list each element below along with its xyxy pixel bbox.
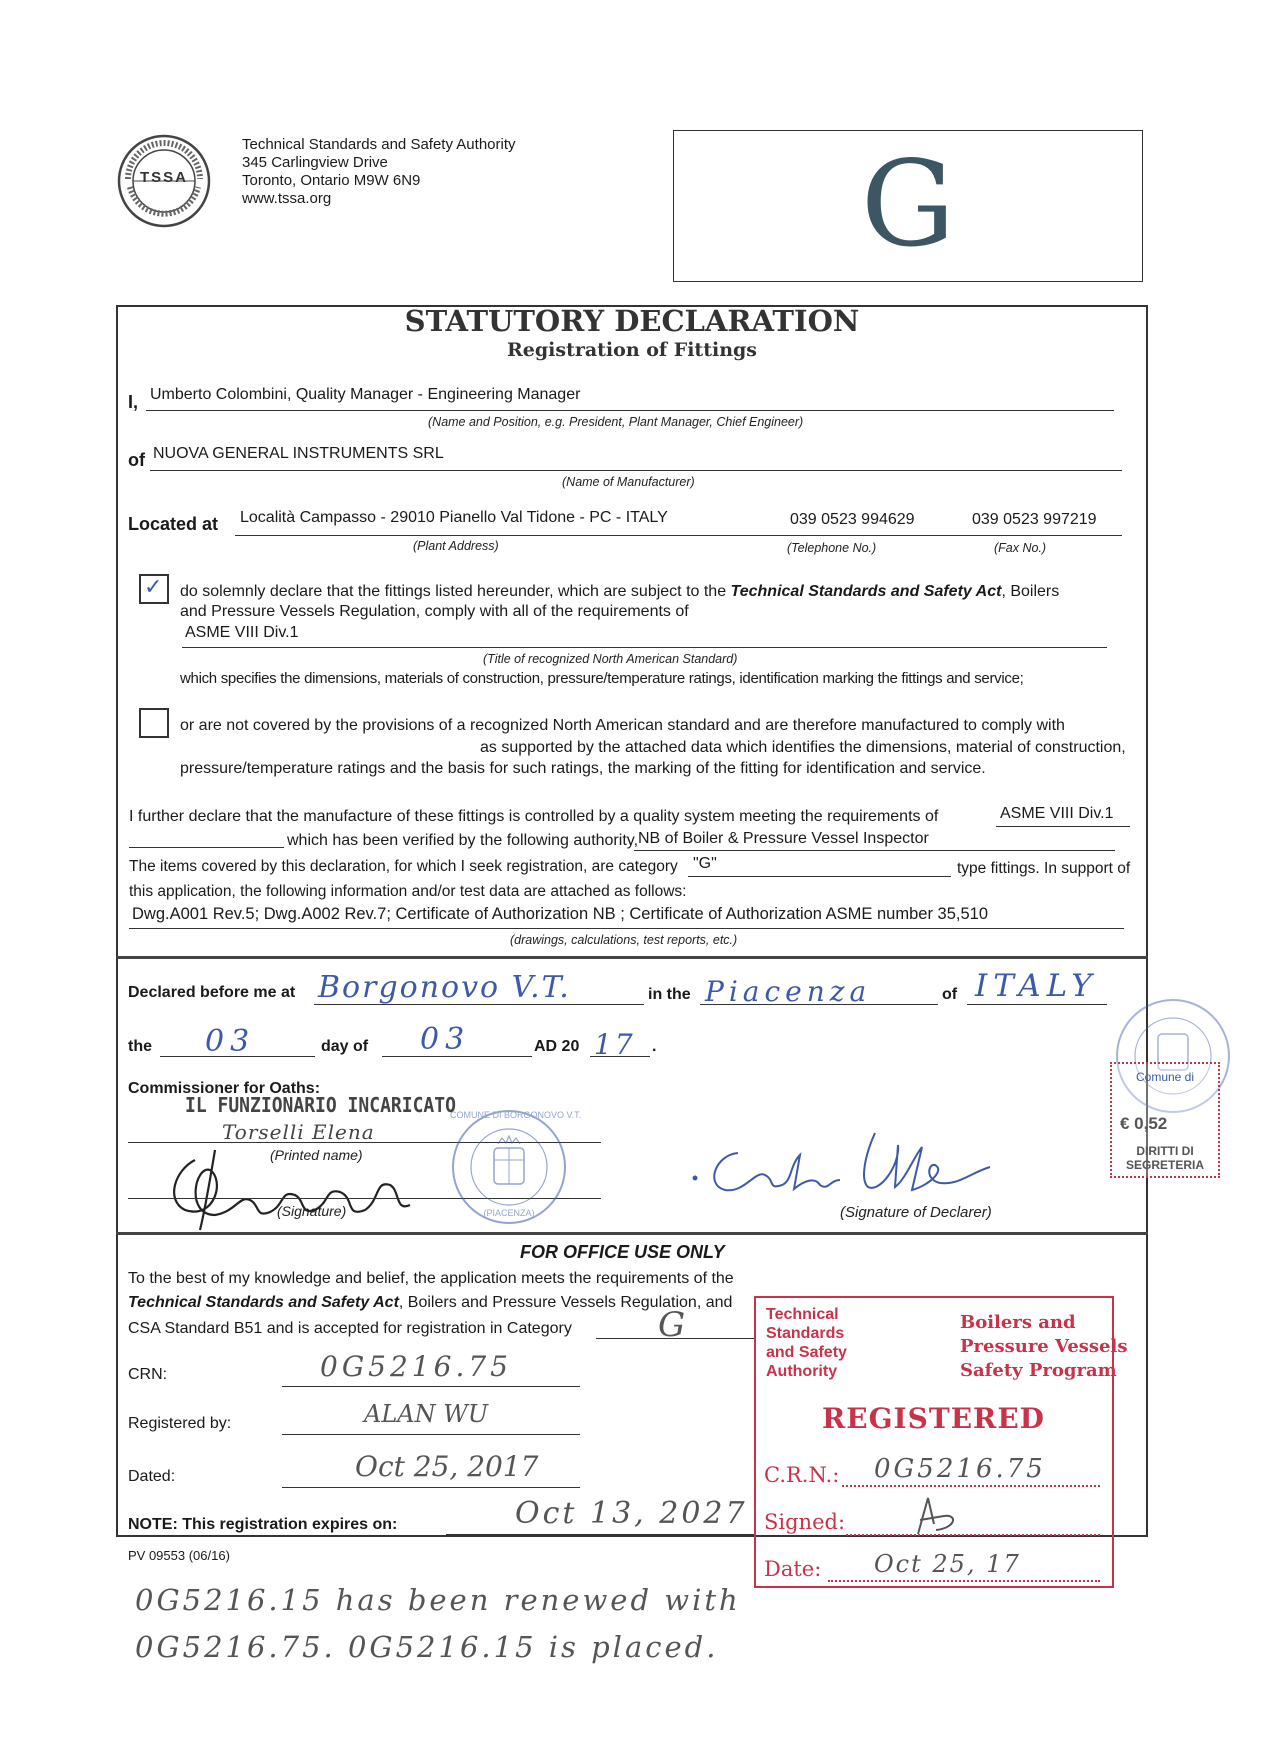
authority-underline (634, 850, 1115, 851)
stamp-program-line3: Safety Program (960, 1360, 1117, 1381)
form-title: STATUTORY DECLARATION (404, 304, 860, 338)
attachments-caption: (drawings, calculations, test reports, etc.) (510, 933, 738, 947)
fax-caption: (Fax No.) (994, 541, 1047, 555)
stamp-crn-dots (842, 1485, 1100, 1487)
stamp-org-line1: Technical (766, 1306, 839, 1323)
option1-line-1 (180, 583, 1059, 601)
quality-standard-underline (996, 826, 1130, 827)
standard-caption: (Title of recognized North American Standard) (483, 652, 738, 666)
org-website: www.tssa.org (242, 190, 332, 207)
year-underline (590, 1056, 650, 1057)
fee-stamp-line2: DIRITTI DI (1136, 1144, 1194, 1158)
tssa-logo-text: TSSA (140, 169, 189, 186)
i-label: I, (128, 392, 139, 412)
day-field: 03 (205, 1024, 256, 1059)
items-text-a: The items covered by this declaration, for which I seek registration, are category (129, 858, 678, 875)
stamp-date-field: Oct 25, 17 (874, 1550, 1021, 1578)
option2-checkbox[interactable] (139, 708, 169, 738)
office-act: Technical Standards and Safety Act (128, 1294, 399, 1311)
tssa-logo (116, 133, 212, 229)
address-underline (235, 535, 1122, 536)
commissioner-signature (155, 1140, 445, 1235)
stamp-program-line1: Boilers and (960, 1312, 1076, 1333)
of-country-label: of (942, 986, 958, 1003)
the-label: the (128, 1038, 152, 1055)
items-text-c: this application, the following information and/or test data are attached as follows: (129, 883, 687, 900)
stamp-signed-label: Signed: (764, 1510, 846, 1534)
comune-seal (450, 1108, 582, 1226)
day-of-label: day of (321, 1038, 369, 1055)
stamp-crn-field: 0G5216.75 (874, 1454, 1046, 1484)
manufacturer-caption: (Name of Manufacturer) (562, 475, 695, 489)
manufacturer-field: NUOVA GENERAL INSTRUMENTS SRL (153, 445, 444, 462)
ad-label: AD 20 (534, 1038, 580, 1055)
form-number: PV 09553 (06/16) (128, 1548, 230, 1563)
manufacturer-underline (150, 470, 1122, 471)
crn-underline (282, 1386, 580, 1387)
country-underline (967, 1004, 1107, 1005)
fee-stamp-line1: Comune di (1135, 1070, 1195, 1084)
registered-field: ALAN WU (364, 1400, 489, 1428)
office-text-a: To the best of my knowledge and belief, the application meets the requirements of the (128, 1270, 734, 1287)
comune-seal-text: COMUNE DI BORGONOVO V.T. (450, 1110, 582, 1120)
company-logo-box (673, 130, 1143, 282)
stamp-crn-label: C.R.N.: (764, 1463, 840, 1487)
commissioner-label: Commissioner for Oaths: (128, 1080, 321, 1097)
authority-field: NB of Boiler & Pressure Vessel Inspector (638, 830, 929, 847)
commissioner-stamp: IL FUNZIONARIO INCARICATO (185, 1093, 456, 1118)
address-caption: (Plant Address) (413, 539, 499, 553)
stamp-signed-mark (906, 1494, 966, 1538)
category-field: "G" (693, 855, 717, 872)
declarant-field: Umberto Colombini, Quality Manager - Engineering Manager (150, 386, 581, 403)
comune-seal-sub: (PIACENZA) (483, 1208, 535, 1218)
attachments-underline (129, 928, 1124, 929)
declarant-underline (146, 410, 1114, 411)
commissioner-name: Torselli Elena (222, 1120, 375, 1144)
attachments-field: Dwg.A001 Rev.5; Dwg.A002 Rev.7; Certificate of Authorization NB ; Certificate of Authorization ASME number 35,510 (132, 905, 988, 923)
fee-stamp-line3: SEGRETERIA (1125, 1158, 1204, 1172)
telephone-caption: (Telephone No.) (787, 541, 877, 555)
stamp-org-line3: and Safety (766, 1344, 847, 1361)
in-the-label: in the (648, 986, 691, 1003)
office-text-b: , Boilers and Pressure Vessels Regulation, and (398, 1294, 733, 1311)
option2-text-b: as supported by the attached data which identifies the dimensions, material of construction, (480, 739, 1126, 756)
month-field: 03 (420, 1022, 471, 1057)
stamp-signed-dots (846, 1534, 1100, 1536)
registered-label: Registered by: (128, 1415, 232, 1432)
month-underline (382, 1056, 532, 1057)
org-address-2: Toronto, Ontario M9W 6N9 (242, 172, 421, 189)
stamp-org-line2: Standards (766, 1325, 845, 1342)
handwritten-note-line2: 0G5216.75. 0G5216.15 is placed. (135, 1630, 719, 1664)
further-text-b: which has been verified by the following authority, (287, 832, 639, 849)
standard-underline (182, 647, 1107, 648)
expires-underline (446, 1534, 756, 1535)
stamp-date-dots (828, 1580, 1100, 1582)
registered-stamp (754, 1296, 1128, 1588)
note-label: NOTE: This registration expires on: (128, 1516, 398, 1533)
option1-text-b: , Boilers (1001, 583, 1060, 600)
declarant-caption: (Name and Position, e.g. President, Plant Manager, Chief Engineer) (428, 415, 804, 429)
category-underline (688, 876, 951, 877)
registered-underline (282, 1434, 580, 1435)
quality-standard-field: ASME VIII Div.1 (1000, 805, 1114, 822)
place-underline (314, 1004, 644, 1005)
telephone-field: 039 0523 994629 (790, 511, 915, 528)
option1-act: Technical Standards and Safety Act (730, 583, 1002, 600)
declarer-signature (690, 1125, 1020, 1205)
office-title: FOR OFFICE USE ONLY (520, 1242, 725, 1262)
option1-text-d: which specifies the dimensions, materials of construction, pressure/temperature ratings, identification marking the fittings and service; (180, 670, 1024, 687)
office-text-c: CSA Standard B51 and is accepted for registration in Category (128, 1320, 572, 1337)
standard-field: ASME VIII Div.1 (185, 624, 299, 641)
fee-stamp (1110, 1062, 1220, 1178)
dated-underline (282, 1487, 580, 1488)
dated-field: Oct 25, 2017 (355, 1450, 539, 1483)
province-underline (700, 1004, 938, 1005)
option1-checkbox[interactable] (139, 574, 169, 604)
place-field: Borgonovo V.T. (318, 970, 571, 1005)
form-subtitle: Registration of Fittings (506, 339, 757, 361)
office-category-field: G (658, 1305, 686, 1345)
section-divider-1 (116, 956, 1148, 959)
declarer-caption: (Signature of Declarer) (840, 1204, 992, 1221)
stamp-date-label: Date: (764, 1557, 822, 1581)
stamp-status: REGISTERED (822, 1402, 1045, 1435)
crn-field: 0G5216.75 (320, 1350, 512, 1383)
dated-label: Dated: (128, 1468, 176, 1485)
fee-amount: € 0,52 (1120, 1114, 1168, 1133)
signature-caption: (Signature) (277, 1203, 347, 1219)
declared-at-label: Declared before me at (128, 984, 296, 1001)
items-text-b: type fittings. In support of (957, 860, 1131, 877)
option1-text-c: and Pressure Vessels Regulation, comply with all of the requirements of (180, 603, 689, 620)
printed-name-caption: (Printed name) (270, 1147, 363, 1163)
org-address-1: 345 Carlingview Drive (242, 154, 388, 171)
year-field: 17 (594, 1028, 636, 1061)
day-underline (160, 1056, 315, 1057)
option2-text-a: or are not covered by the provisions of a recognized North American standard and are therefore manufactured to comply with (180, 717, 1065, 734)
province-field: Piacenza (705, 975, 872, 1008)
country-field: ITALY (975, 968, 1098, 1004)
section-divider-2 (116, 1232, 1148, 1235)
of-label: of (128, 450, 145, 470)
further-text-a: I further declare that the manufacture of these fittings is controlled by a quality system meeting the requirements of (129, 808, 939, 825)
stamp-org-line4: Authority (766, 1363, 838, 1380)
date-period: . (652, 1038, 657, 1055)
fax-field: 039 0523 997219 (972, 511, 1097, 528)
check-icon: ✓ (144, 574, 163, 599)
address-field: Località Campasso - 29010 Pianello Val Tidone - PC - ITALY (240, 509, 668, 526)
handwritten-note-line1: 0G5216.15 has been renewed with (135, 1583, 741, 1617)
further-blank-underline (129, 847, 284, 848)
office-line-2 (128, 1294, 732, 1312)
located-label: Located at (128, 514, 219, 534)
option1-text-a: do solemnly declare that the fittings listed hereunder, which are subject to the (180, 583, 727, 600)
option2-text-c: pressure/temperature ratings and the basis for such ratings, the marking of the fitting for identification and service. (180, 760, 986, 777)
stamp-program-line2: Pressure Vessels (960, 1336, 1128, 1357)
crn-label: CRN: (128, 1366, 168, 1383)
expires-field: Oct 13, 2027 (515, 1496, 748, 1531)
company-logo: G (860, 135, 956, 273)
org-name: Technical Standards and Safety Authority (242, 136, 516, 153)
